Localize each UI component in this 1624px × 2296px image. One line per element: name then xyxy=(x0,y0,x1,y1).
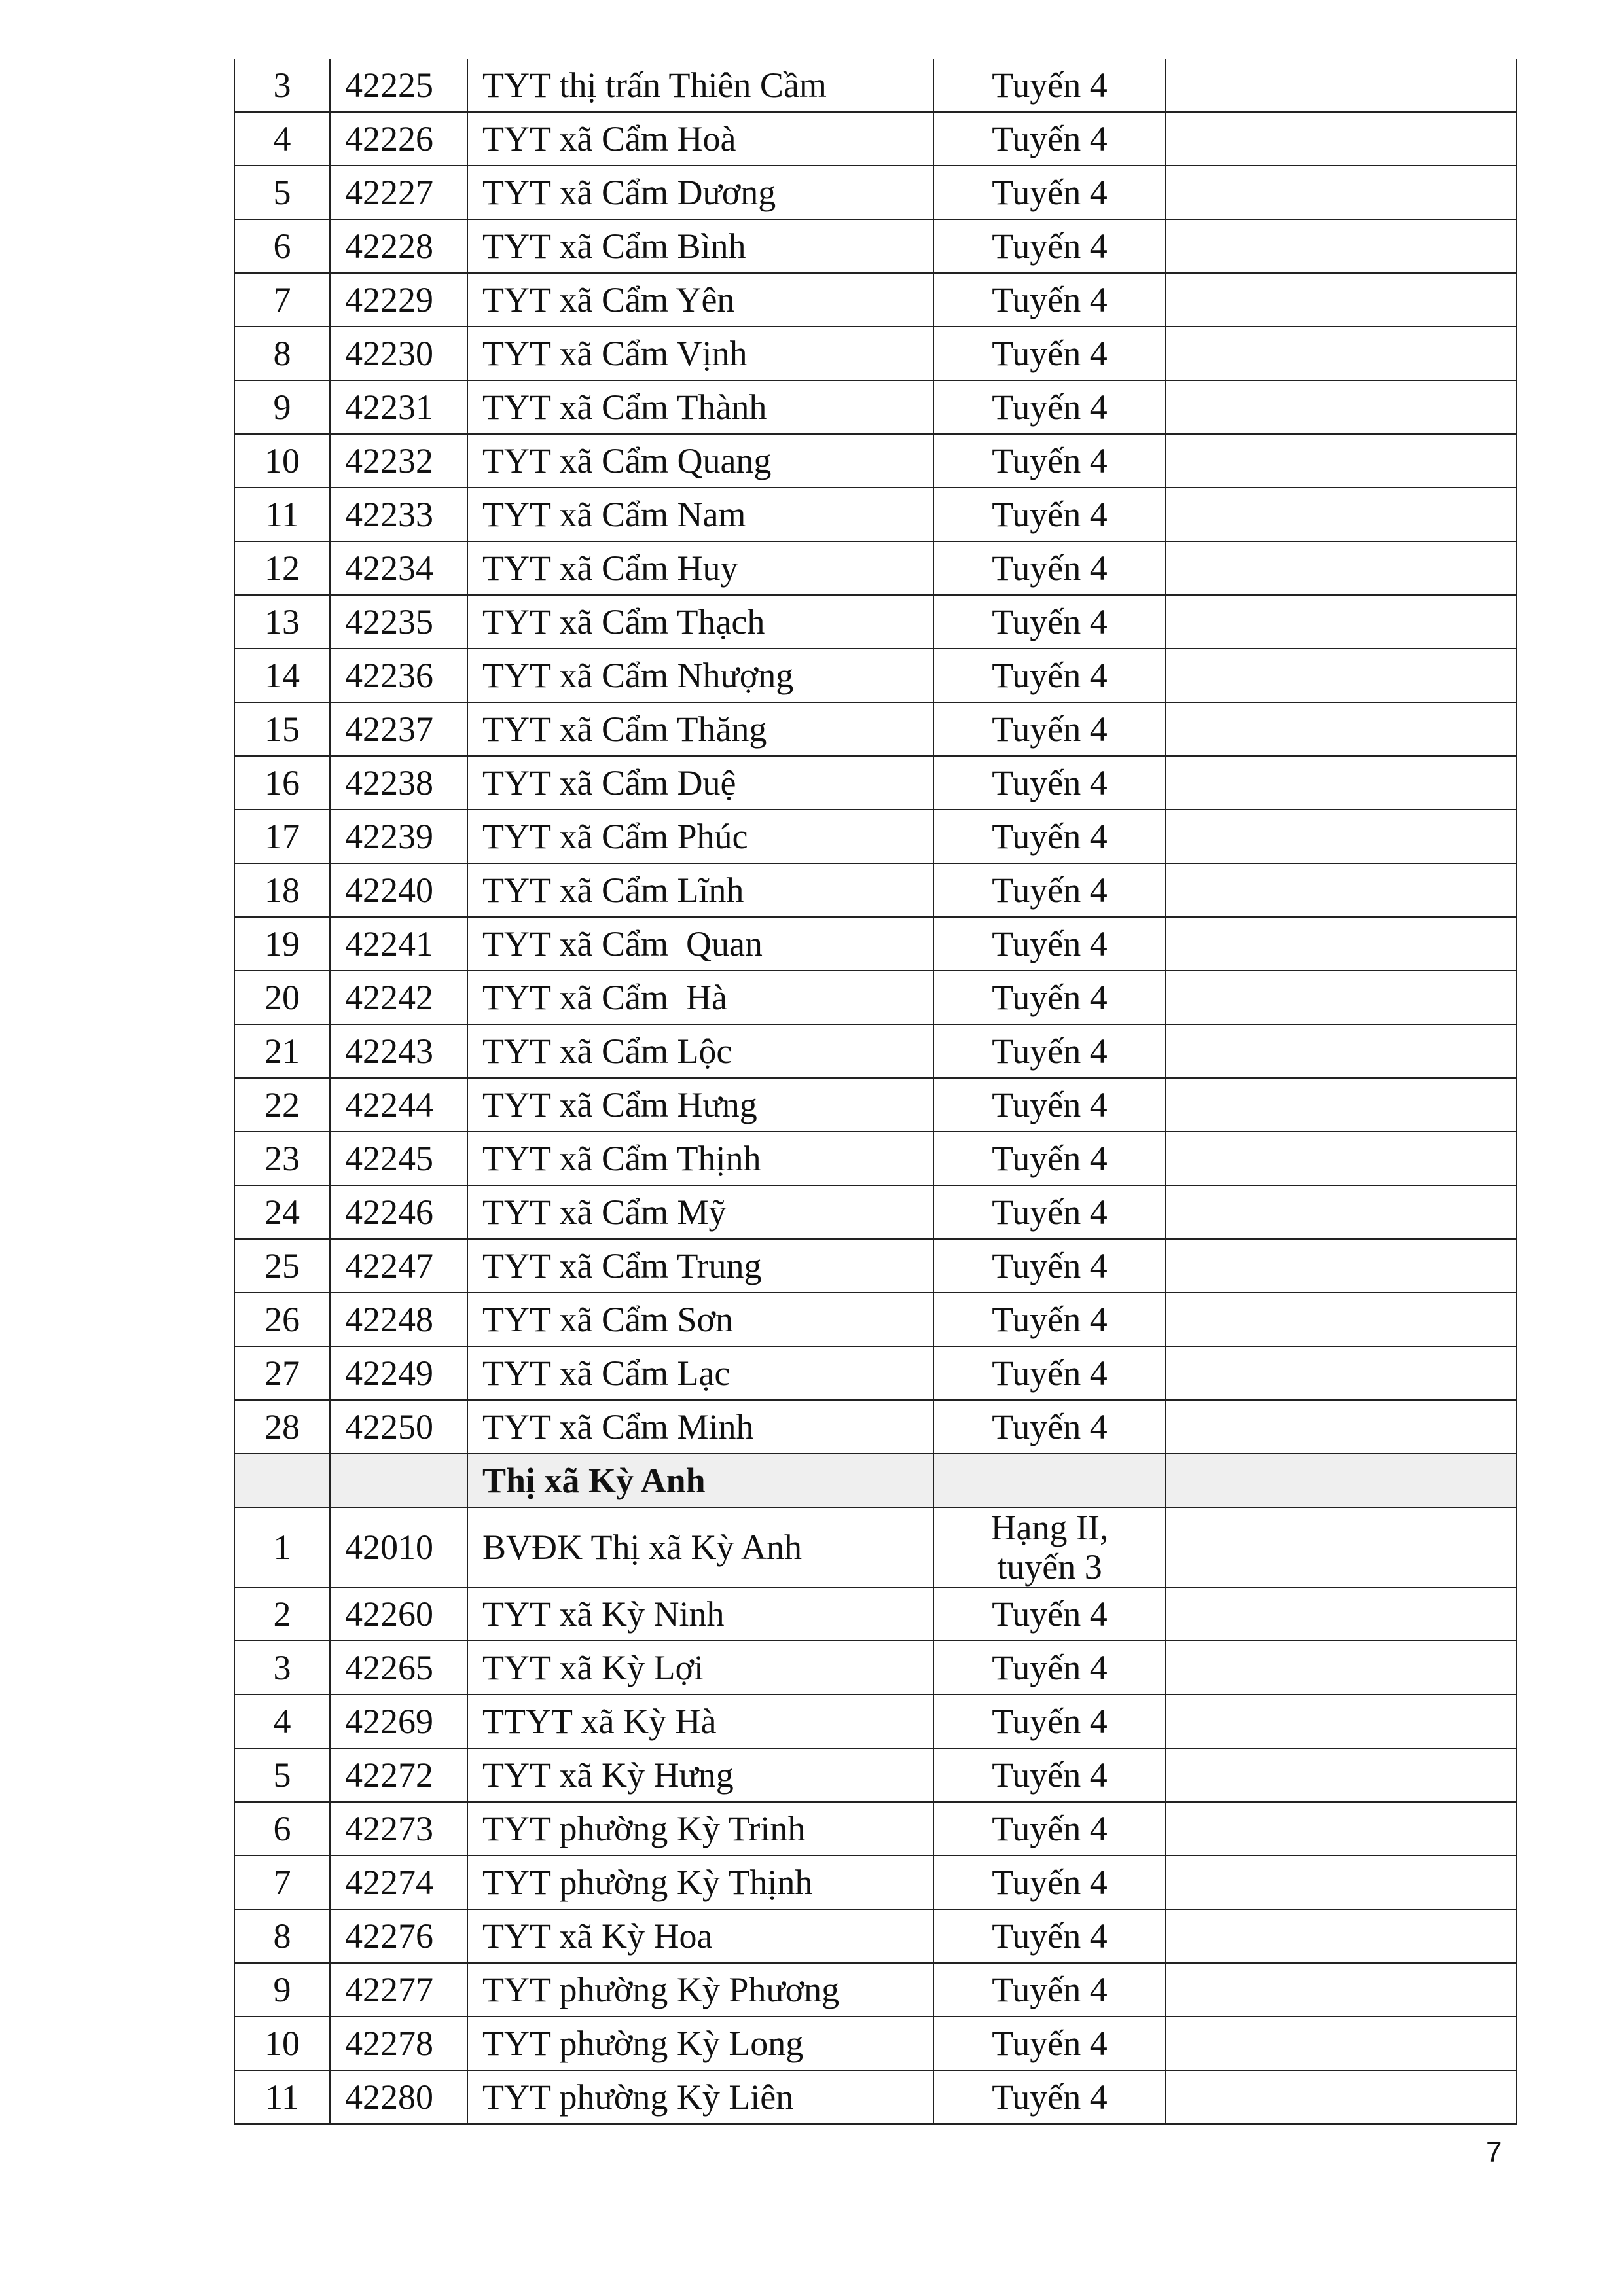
facility-name-cell: TYT xã Cẩm Dương xyxy=(467,166,933,219)
level-cell: Tuyến 4 xyxy=(933,1078,1166,1132)
note-cell xyxy=(1166,1024,1517,1078)
row-number-cell: 13 xyxy=(234,595,330,649)
level-cell: Tuyến 4 xyxy=(933,971,1166,1024)
facility-name-cell: TYT xã Cẩm Hà xyxy=(467,971,933,1024)
level-cell: Tuyến 4 xyxy=(933,2070,1166,2124)
table-row xyxy=(234,1695,1517,1748)
facility-code-cell: 42245 xyxy=(330,1132,467,1185)
level-cell: Tuyến 4 xyxy=(933,863,1166,917)
level-cell: Tuyến 4 xyxy=(933,219,1166,273)
facility-name-cell: TYT xã Cẩm Thịnh xyxy=(467,1132,933,1185)
note-cell xyxy=(1166,1078,1517,1132)
note-cell xyxy=(1166,1132,1517,1185)
row-number-cell: 11 xyxy=(234,488,330,541)
facility-name-cell: BVĐK Thị xã Kỳ Anh xyxy=(467,1507,933,1587)
row-number-cell: 10 xyxy=(234,434,330,488)
row-number-cell: 17 xyxy=(234,810,330,863)
facility-code-cell: 42277 xyxy=(330,1963,467,2017)
note-cell xyxy=(1166,1856,1517,1909)
table-row xyxy=(234,1641,1517,1695)
table-row xyxy=(234,327,1517,380)
note-cell xyxy=(1166,1748,1517,1802)
row-number-cell: 25 xyxy=(234,1239,330,1293)
table-row xyxy=(234,2070,1517,2124)
facility-code-cell: 42265 xyxy=(330,1641,467,1695)
facility-code-cell: 42231 xyxy=(330,380,467,434)
facility-code-cell: 42244 xyxy=(330,1078,467,1132)
table-row xyxy=(234,166,1517,219)
row-number-cell: 6 xyxy=(234,219,330,273)
row-number-cell: 27 xyxy=(234,1346,330,1400)
note-cell xyxy=(1166,112,1517,166)
facility-code-cell: 42230 xyxy=(330,327,467,380)
note-cell xyxy=(1166,971,1517,1024)
row-number-cell: 16 xyxy=(234,756,330,810)
level-cell: Tuyến 4 xyxy=(933,59,1166,112)
table-row xyxy=(234,2017,1517,2070)
row-number-cell: 4 xyxy=(234,1695,330,1748)
level-cell: Tuyến 4 xyxy=(933,702,1166,756)
level-cell: Tuyến 4 xyxy=(933,595,1166,649)
facility-code-cell: 42249 xyxy=(330,1346,467,1400)
row-number-cell: 19 xyxy=(234,917,330,971)
note-cell xyxy=(1166,1400,1517,1454)
note-cell xyxy=(1166,166,1517,219)
table-row xyxy=(234,59,1517,112)
note-cell xyxy=(1166,1507,1517,1587)
facility-name-cell: TYT xã Cẩm Yên xyxy=(467,273,933,327)
table-row xyxy=(234,1748,1517,1802)
facility-name-cell: TYT phường Kỳ Phương xyxy=(467,1963,933,2017)
row-number-cell: 11 xyxy=(234,2070,330,2124)
level-cell: Tuyến 4 xyxy=(933,1695,1166,1748)
row-number-cell: 9 xyxy=(234,1963,330,2017)
note-cell xyxy=(1166,541,1517,595)
facility-code-cell: 42236 xyxy=(330,649,467,702)
facility-code-cell: 42225 xyxy=(330,59,467,112)
facility-name-cell: TYT xã Cẩm Duệ xyxy=(467,756,933,810)
facility-name-cell: TYT xã Cẩm Trung xyxy=(467,1239,933,1293)
note-cell xyxy=(1166,1587,1517,1641)
facility-code-cell: 42237 xyxy=(330,702,467,756)
row-number-cell: 5 xyxy=(234,1748,330,1802)
table-row xyxy=(234,1909,1517,1963)
level-cell: Tuyến 4 xyxy=(933,649,1166,702)
note-cell xyxy=(1166,488,1517,541)
facility-name-cell: TYT xã Cẩm Huy xyxy=(467,541,933,595)
facility-code-cell: 42227 xyxy=(330,166,467,219)
facility-name-cell: TYT xã Kỳ Hoa xyxy=(467,1909,933,1963)
table-row xyxy=(234,1587,1517,1641)
facility-code-cell: 42274 xyxy=(330,1856,467,1909)
facility-code-cell: 42228 xyxy=(330,219,467,273)
row-number-cell: 8 xyxy=(234,327,330,380)
facility-code-cell: 42234 xyxy=(330,541,467,595)
facility-code-cell: 42238 xyxy=(330,756,467,810)
level-line-1: Hạng II, xyxy=(990,1508,1109,1547)
table-row xyxy=(234,1507,1517,1587)
table-row xyxy=(234,488,1517,541)
level-line-2: tuyến 3 xyxy=(997,1547,1102,1587)
facility-name-cell: Thị xã Kỳ Anh xyxy=(467,1454,933,1507)
level-cell: Tuyến 4 xyxy=(933,488,1166,541)
row-number-cell: 3 xyxy=(234,1641,330,1695)
facility-code-cell: 42269 xyxy=(330,1695,467,1748)
note-cell xyxy=(1166,1641,1517,1695)
row-number-cell: 14 xyxy=(234,649,330,702)
facility-name-cell: TYT phường Kỳ Long xyxy=(467,2017,933,2070)
note-cell xyxy=(1166,702,1517,756)
table-row xyxy=(234,219,1517,273)
level-cell: Tuyến 4 xyxy=(933,1346,1166,1400)
facility-name-cell: TYT xã Cẩm Thạch xyxy=(467,595,933,649)
level-cell: Tuyến 4 xyxy=(933,1802,1166,1856)
table-row xyxy=(234,1802,1517,1856)
note-cell xyxy=(1166,380,1517,434)
facility-name-cell: TYT xã Cẩm Mỹ xyxy=(467,1185,933,1239)
facility-code-cell: 42276 xyxy=(330,1909,467,1963)
facility-code-cell: 42243 xyxy=(330,1024,467,1078)
facility-code-cell: 42242 xyxy=(330,971,467,1024)
table-row xyxy=(234,917,1517,971)
facility-code-cell: 42260 xyxy=(330,1587,467,1641)
facility-code-cell: 42280 xyxy=(330,2070,467,2124)
level-cell: Tuyến 4 xyxy=(933,917,1166,971)
row-number-cell: 15 xyxy=(234,702,330,756)
note-cell xyxy=(1166,917,1517,971)
facility-name-cell: TYT xã Kỳ Ninh xyxy=(467,1587,933,1641)
level-cell: Tuyến 4 xyxy=(933,1641,1166,1695)
facility-table xyxy=(234,59,1517,2125)
row-number-cell: 6 xyxy=(234,1802,330,1856)
table-body xyxy=(234,59,1517,2124)
facility-code-cell: 42248 xyxy=(330,1293,467,1346)
facility-code-cell: 42247 xyxy=(330,1239,467,1293)
level-cell: Tuyến 4 xyxy=(933,1024,1166,1078)
level-cell: Tuyến 4 xyxy=(933,1909,1166,1963)
table-row xyxy=(234,1185,1517,1239)
facility-code-cell: 42250 xyxy=(330,1400,467,1454)
table-row xyxy=(234,541,1517,595)
row-number-cell: 22 xyxy=(234,1078,330,1132)
note-cell xyxy=(1166,756,1517,810)
facility-code-cell: 42273 xyxy=(330,1802,467,1856)
facility-name-cell: TYT phường Kỳ Trinh xyxy=(467,1802,933,1856)
table-row xyxy=(234,595,1517,649)
facility-name-cell: TYT xã Cẩm Lạc xyxy=(467,1346,933,1400)
facility-name-cell: TYT phường Kỳ Thịnh xyxy=(467,1856,933,1909)
page-number: 7 xyxy=(1486,2136,1502,2168)
row-number-cell: 28 xyxy=(234,1400,330,1454)
row-number-cell xyxy=(234,1454,330,1507)
facility-name-cell: TYT xã Cẩm Minh xyxy=(467,1400,933,1454)
note-cell xyxy=(1166,434,1517,488)
facility-name-cell: TYT xã Cẩm Hoà xyxy=(467,112,933,166)
level-cell: Tuyến 4 xyxy=(933,327,1166,380)
note-cell xyxy=(1166,1454,1517,1507)
table-row xyxy=(234,649,1517,702)
facility-code-cell: 42232 xyxy=(330,434,467,488)
note-cell xyxy=(1166,273,1517,327)
facility-name-cell: TYT thị trấn Thiên Cầm xyxy=(467,59,933,112)
row-number-cell: 2 xyxy=(234,1587,330,1641)
table-row xyxy=(234,702,1517,756)
table-row xyxy=(234,434,1517,488)
note-cell xyxy=(1166,2070,1517,2124)
level-cell: Tuyến 4 xyxy=(933,434,1166,488)
facility-name-cell: TYT xã Cẩm Thành xyxy=(467,380,933,434)
facility-name-cell: TYT xã Cẩm Hưng xyxy=(467,1078,933,1132)
table-row xyxy=(234,1293,1517,1346)
facility-name-cell: TYT xã Cẩm Nhượng xyxy=(467,649,933,702)
row-number-cell: 4 xyxy=(234,112,330,166)
table-row xyxy=(234,112,1517,166)
note-cell xyxy=(1166,219,1517,273)
facility-name-cell: TYT xã Kỳ Hưng xyxy=(467,1748,933,1802)
note-cell xyxy=(1166,1293,1517,1346)
row-number-cell: 1 xyxy=(234,1507,330,1587)
facility-code-cell: 42246 xyxy=(330,1185,467,1239)
table-row xyxy=(234,1346,1517,1400)
level-cell: Tuyến 4 xyxy=(933,1132,1166,1185)
facility-code-cell: 42278 xyxy=(330,2017,467,2070)
row-number-cell: 23 xyxy=(234,1132,330,1185)
row-number-cell: 10 xyxy=(234,2017,330,2070)
row-number-cell: 20 xyxy=(234,971,330,1024)
facility-code-cell: 42233 xyxy=(330,488,467,541)
level-cell: Tuyến 4 xyxy=(933,273,1166,327)
table-row xyxy=(234,1963,1517,2017)
table-row xyxy=(234,863,1517,917)
facility-name-cell: TYT xã Cẩm Nam xyxy=(467,488,933,541)
table-row xyxy=(234,810,1517,863)
facility-name-cell: TYT xã Cẩm Vịnh xyxy=(467,327,933,380)
note-cell xyxy=(1166,1695,1517,1748)
table-row xyxy=(234,380,1517,434)
facility-code-cell: 42226 xyxy=(330,112,467,166)
table-row xyxy=(234,1856,1517,1909)
row-number-cell: 18 xyxy=(234,863,330,917)
row-number-cell: 8 xyxy=(234,1909,330,1963)
note-cell xyxy=(1166,59,1517,112)
level-cell: Tuyến 4 xyxy=(933,1587,1166,1641)
facility-name-cell: TYT xã Cẩm Lộc xyxy=(467,1024,933,1078)
level-cell: Tuyến 4 xyxy=(933,541,1166,595)
level-cell: Tuyến 4 xyxy=(933,1748,1166,1802)
note-cell xyxy=(1166,1909,1517,1963)
row-number-cell: 3 xyxy=(234,59,330,112)
note-cell xyxy=(1166,1802,1517,1856)
facility-code-cell: 42241 xyxy=(330,917,467,971)
facility-name-cell: TYT xã Cẩm Phúc xyxy=(467,810,933,863)
level-cell: Tuyến 4 xyxy=(933,1239,1166,1293)
table-row xyxy=(234,756,1517,810)
table-row xyxy=(234,971,1517,1024)
level-cell: Tuyến 4 xyxy=(933,1185,1166,1239)
row-number-cell: 7 xyxy=(234,1856,330,1909)
facility-name-cell: TYT xã Cẩm Sơn xyxy=(467,1293,933,1346)
table-row xyxy=(234,1132,1517,1185)
facility-name-cell: TYT phường Kỳ Liên xyxy=(467,2070,933,2124)
facility-name-cell: TYT xã Cẩm Quan xyxy=(467,917,933,971)
row-number-cell: 21 xyxy=(234,1024,330,1078)
level-cell xyxy=(933,1454,1166,1507)
facility-name-cell: TYT xã Cẩm Lĩnh xyxy=(467,863,933,917)
facility-code-cell: 42229 xyxy=(330,273,467,327)
facility-name-cell: TYT xã Kỳ Lợi xyxy=(467,1641,933,1695)
table-row xyxy=(234,1024,1517,1078)
level-cell: Tuyến 4 xyxy=(933,166,1166,219)
level-cell: Tuyến 4 xyxy=(933,112,1166,166)
table-row xyxy=(234,273,1517,327)
facility-code-cell: 42239 xyxy=(330,810,467,863)
table-row xyxy=(234,1239,1517,1293)
note-cell xyxy=(1166,327,1517,380)
note-cell xyxy=(1166,2017,1517,2070)
note-cell xyxy=(1166,810,1517,863)
row-number-cell: 12 xyxy=(234,541,330,595)
facility-name-cell: TTYT xã Kỳ Hà xyxy=(467,1695,933,1748)
level-cell: Tuyến 4 xyxy=(933,2017,1166,2070)
row-number-cell: 5 xyxy=(234,166,330,219)
level-cell: Tuyến 4 xyxy=(933,1856,1166,1909)
level-cell: Tuyến 4 xyxy=(933,756,1166,810)
note-cell xyxy=(1166,1239,1517,1293)
table-row xyxy=(234,1078,1517,1132)
facility-code-cell: 42010 xyxy=(330,1507,467,1587)
level-cell xyxy=(933,1507,1166,1587)
table-row xyxy=(234,1400,1517,1454)
row-number-cell: 9 xyxy=(234,380,330,434)
note-cell xyxy=(1166,1185,1517,1239)
level-cell: Tuyến 4 xyxy=(933,1963,1166,2017)
level-cell: Tuyến 4 xyxy=(933,1293,1166,1346)
note-cell xyxy=(1166,595,1517,649)
level-cell: Tuyến 4 xyxy=(933,1400,1166,1454)
note-cell xyxy=(1166,1346,1517,1400)
facility-code-cell: 42235 xyxy=(330,595,467,649)
section-header-row xyxy=(234,1454,1517,1507)
facility-name-cell: TYT xã Cẩm Bình xyxy=(467,219,933,273)
row-number-cell: 26 xyxy=(234,1293,330,1346)
note-cell xyxy=(1166,863,1517,917)
note-cell xyxy=(1166,1963,1517,2017)
row-number-cell: 7 xyxy=(234,273,330,327)
facility-name-cell: TYT xã Cẩm Quang xyxy=(467,434,933,488)
note-cell xyxy=(1166,649,1517,702)
level-cell: Tuyến 4 xyxy=(933,380,1166,434)
facility-code-cell xyxy=(330,1454,467,1507)
facility-code-cell: 42272 xyxy=(330,1748,467,1802)
row-number-cell: 24 xyxy=(234,1185,330,1239)
level-cell: Tuyến 4 xyxy=(933,810,1166,863)
facility-name-cell: TYT xã Cẩm Thăng xyxy=(467,702,933,756)
facility-code-cell: 42240 xyxy=(330,863,467,917)
